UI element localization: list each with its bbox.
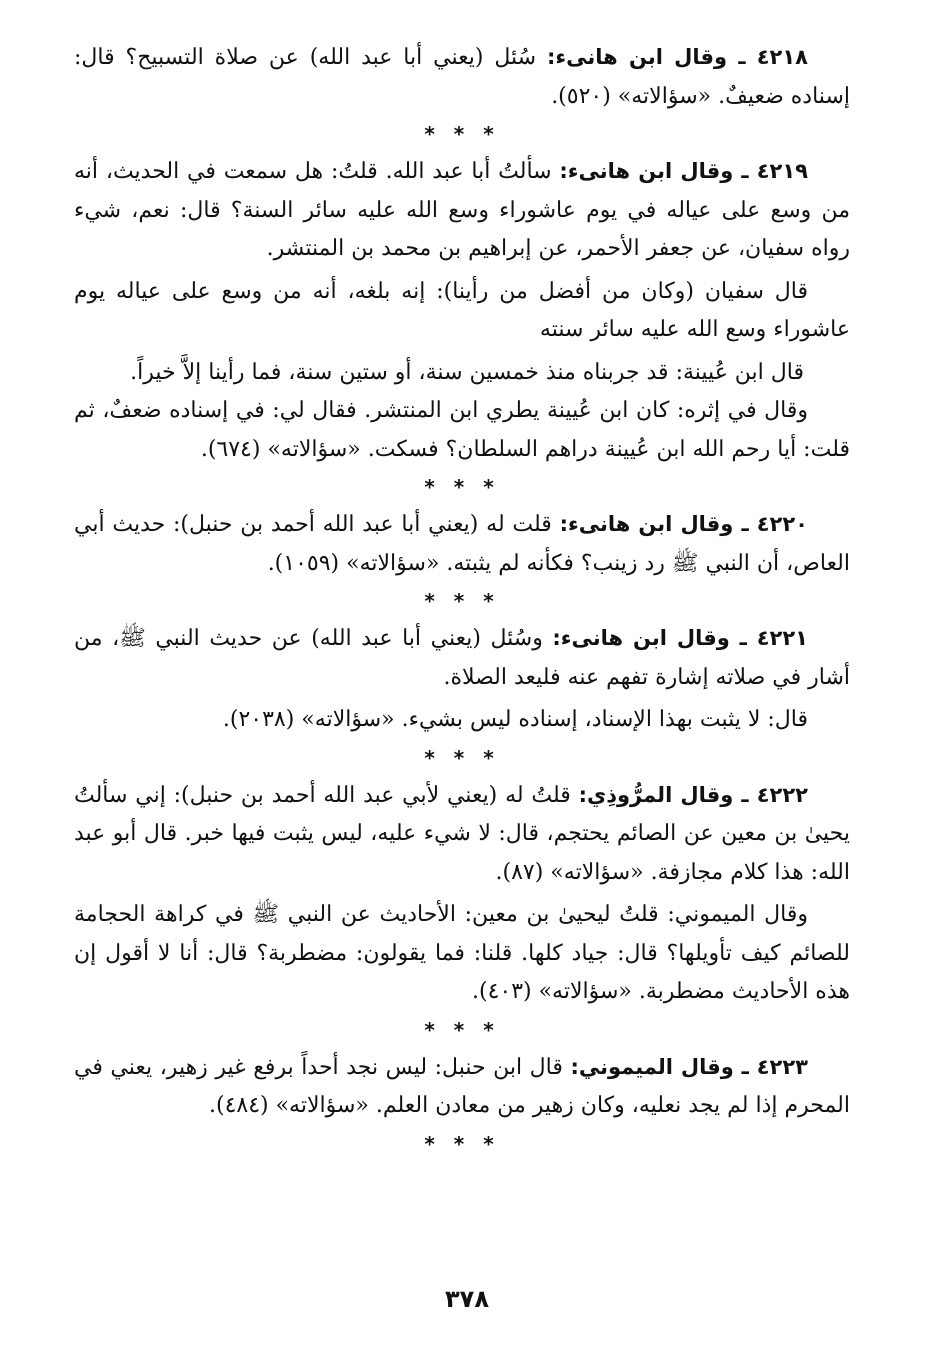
entry-paragraph [74,1048,850,1126]
entry-paragraph: قال سفيان (وكان من أفضل من رأينا): إنه بلغه، أنه من وسع على عياله يوم عاشوراء وسع الله عليه سائر سنته [74,278,850,342]
section-separator: * * * [424,1131,500,1156]
entry-paragraph [74,619,850,697]
entry-4222 [74,776,850,1012]
entry-text: قلتُ له (يعني لأبي عبد الله أحمد بن حنبل): إني سألتُ يحيىٰ بن معين عن الصائم يحتجم، قال: لا شيء عليه، ليس يثبت فيها خبر. قال أبو عبد الله: هذا كلام مجازفة. «سؤالاته» (٨٧). [74,782,850,885]
entry-text: سُئل (يعني أبا عبد الله) عن صلاة التسبيح؟ قال: إسناده ضعيفٌ. «سؤالاته» (٥٢٠). [74,45,850,109]
entry-text: قلت له (يعني أبا عبد الله أحمد بن حنبل): حديث أبي العاص، أن النبي ﷺ رد زينب؟ فكأنه لم يثبته. «سؤالاته» (١٠٥٩). [74,512,850,576]
entry-paragraph [74,38,850,116]
section-separator: * * * [424,1017,500,1042]
entry-text: قال ابن حنبل: ليس نجد أحداً برفع غير زهير، يعني في المحرم إذا لم يجد نعليه، وكان زهير من معادن العلم. «سؤالاته» (٤٨٤). [74,1054,850,1118]
entry-paragraph: وقال الميموني: قلتُ ليحيىٰ بن معين: الأحاديث عن النبي ﷺ في كراهة الحجامة للصائم كيف تأويلها؟ قال: جياد كلها. قلنا: فما يقولون: مضطربة؟ قال: أنا لا أقول إن هذه الأحاديث مضطربة. «سؤالاته» (٤٠٣). [74,902,850,1004]
entry-4219 [74,152,850,469]
page-number: ٣٧٨ [445,1285,489,1313]
entry-heading: ٤٢٢٣ ـ وقال الميموني: [570,1054,809,1079]
section-separator: * * * [424,745,500,770]
entry-heading: ٤٢٢٠ ـ وقال ابن هانىء: [559,512,808,536]
entry-paragraph [74,505,850,583]
entry-4223 [74,1048,850,1126]
entry-heading: ٤٢٢٢ ـ وقال المرُّوذِي: [578,782,808,807]
entry-heading: ٤٢٢١ ـ وقال ابن هانىء: [552,626,808,650]
section-separator: * * * [424,475,500,499]
entry-paragraph [74,776,850,893]
section-separator: * * * [424,122,500,146]
section-separator: * * * [424,589,500,613]
entry-paragraph: وقال في إثره: كان ابن عُيينة يطري ابن المنتشر. فقال لي: في إسناده ضعفٌ، ثم قلت: أيا رحم الله ابن عُيينة دراهم السلطان؟ فسكت. «سؤالاته» (٦٧٤). [74,398,850,462]
entry-heading: ٤٢١٨ ـ وقال ابن هانىء: [547,45,809,69]
entry-paragraph [74,152,850,269]
entry-heading: ٤٢١٩ ـ وقال ابن هانىء: [559,159,808,183]
entry-4220 [74,505,850,583]
entry-paragraph: قال ابن عُيينة: قد جربناه منذ خمسين سنة، أو ستين سنة، فما رأينا إلاَّ خيراً. [130,359,804,385]
entry-text: وسُئل (يعني أبا عبد الله) عن حديث النبي ﷺ، من أشار في صلاته إشارة تفهم عنه فليعد الصلاة. [74,626,850,690]
entry-text: سألتُ أبا عبد الله. قلتُ: هل سمعت في الحديث، أنه من وسع على عياله في يوم عاشوراء وسع الله عليه سائر السنة؟ قال: نعم، شيء رواه سفيان، عن جعفر الأحمر، عن إبراهيم بن محمد بن المنتشر. [74,159,850,261]
entry-paragraph: قال: لا يثبت بهذا الإسناد، إسناده ليس بشيء. «سؤالاته» (٢٠٣٨). [222,707,808,732]
entry-4221 [74,619,850,740]
entry-4218 [74,38,850,116]
